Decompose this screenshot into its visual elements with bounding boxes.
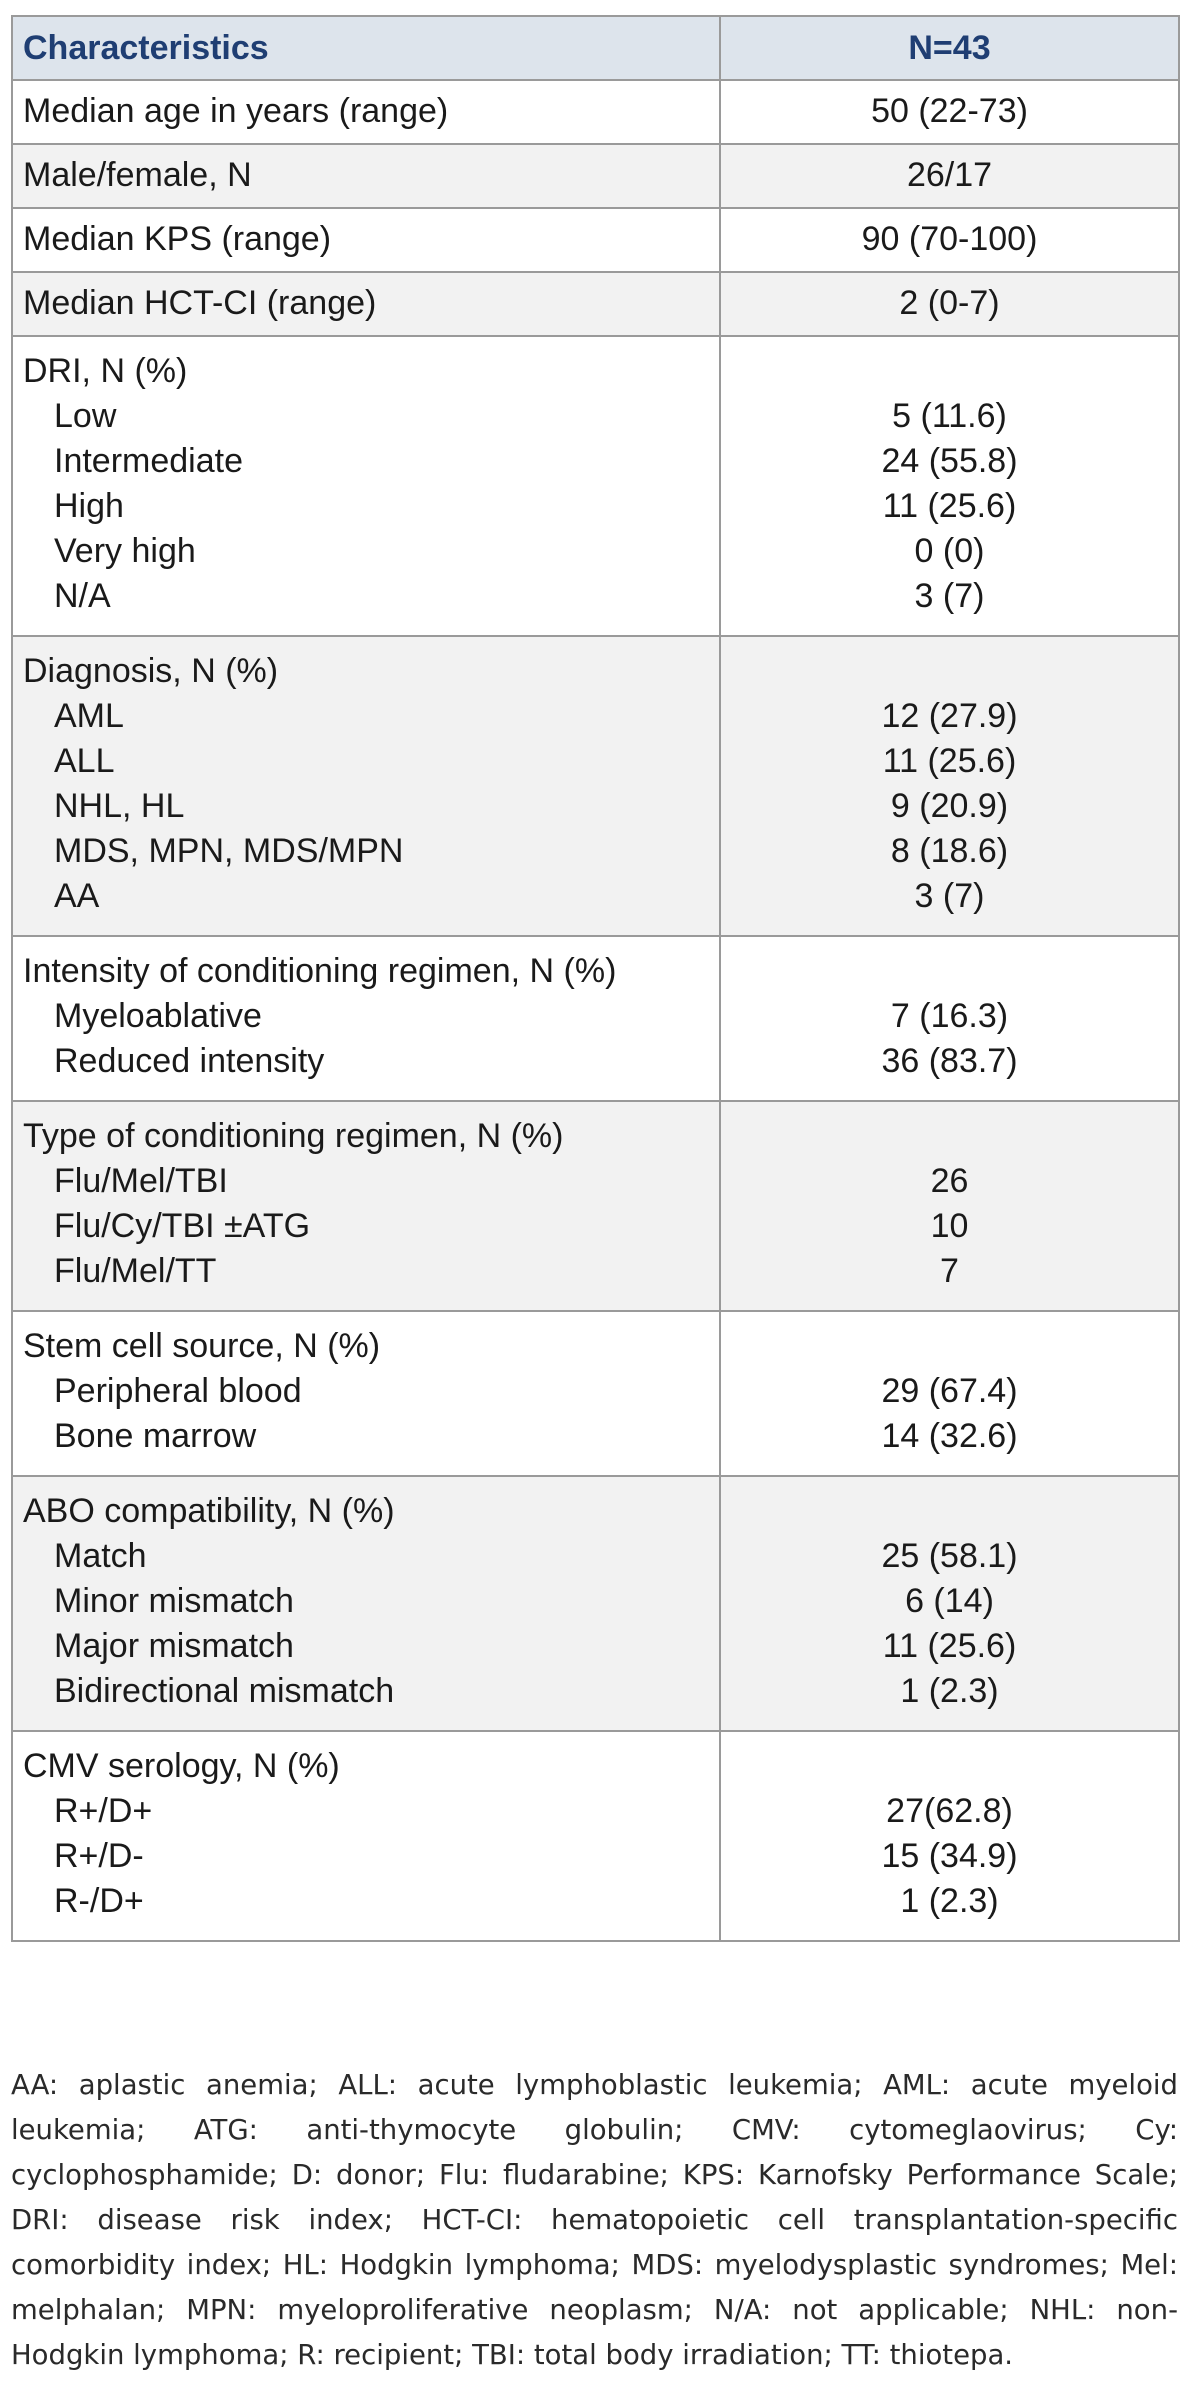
group-item-label: Match xyxy=(54,1537,147,1575)
group-item-label: Bidirectional mismatch xyxy=(54,1672,395,1710)
row-value: 2 (0-7) xyxy=(720,272,1179,336)
group-item-label: Low xyxy=(54,397,117,435)
group-item-value: 9 (20.9) xyxy=(890,787,1009,825)
header-n: N=43 xyxy=(720,16,1179,80)
group-item-value: 7 xyxy=(940,1252,959,1290)
row-label: Male/female, N xyxy=(12,144,720,208)
group-item-label: Reduced intensity xyxy=(54,1042,325,1080)
group-item-label: Major mismatch xyxy=(54,1627,294,1665)
group-item-label: R+/D- xyxy=(54,1837,144,1875)
group-labels xyxy=(12,936,720,1101)
group-item-value: 3 (7) xyxy=(914,877,985,915)
group-item-label: AML xyxy=(54,697,124,735)
row-value: 50 (22-73) xyxy=(720,80,1179,144)
table-group-row xyxy=(12,1101,1179,1311)
group-item-value: 36 (83.7) xyxy=(881,1042,1018,1080)
group-item-value: 5 (11.6) xyxy=(892,397,1007,435)
group-title: DRI, N (%) xyxy=(23,352,188,390)
group-item-value: 11 (25.6) xyxy=(882,1627,1017,1665)
group-values xyxy=(720,336,1179,636)
group-item-value: 26 xyxy=(930,1162,969,1200)
group-item-label: High xyxy=(54,487,124,525)
group-item-label: AA xyxy=(54,877,100,915)
table-group-row xyxy=(12,1311,1179,1476)
table-footnote: AA: aplastic anemia; ALL: acute lymphoblastic leukemia; AML: acute myeloid leukemia; ATG: anti-thymocyte globulin; CMV: cytomeglaovirus; Cy: cyclophosphamide; D: donor; Flu: fludarabine; KPS: Karnofsky Performance Scale; DRI: disease risk index; HCT-CI: hematopoietic cell transplantation-specific comorbidity index; HL: Hodgkin lymphoma; MDS: myelodysplastic syndromes; Mel: melphalan; MPN: myeloproliferative neoplasm; N/A: not applicable; NHL: non-Hodgkin lymphoma; R: recipient; TBI: total body irradiation; TT: thiotepa. xyxy=(11,2068,1178,2371)
group-item-label: R-/D+ xyxy=(54,1882,144,1920)
group-item-label: Intermediate xyxy=(54,442,243,480)
row-label: Median KPS (range) xyxy=(12,208,720,272)
group-item-label: MDS, MPN, MDS/MPN xyxy=(54,832,404,870)
group-item-value: 14 (32.6) xyxy=(881,1417,1018,1455)
group-title: Type of conditioning regimen, N (%) xyxy=(23,1117,564,1155)
group-item-value: 3 (7) xyxy=(914,577,985,615)
group-item-value: 12 (27.9) xyxy=(881,697,1018,735)
group-item-label: Minor mismatch xyxy=(54,1582,294,1620)
group-item-label: R+/D+ xyxy=(54,1792,153,1830)
group-title: ABO compatibility, N (%) xyxy=(23,1492,395,1530)
group-item-label: Flu/Mel/TT xyxy=(54,1252,217,1290)
group-item-value: 1 (2.3) xyxy=(900,1882,999,1920)
group-item-value: 11 (25.6) xyxy=(882,487,1017,525)
table-group-row xyxy=(12,1731,1179,1941)
group-item-label: Peripheral blood xyxy=(54,1372,302,1410)
group-item-label: Flu/Mel/TBI xyxy=(54,1162,228,1200)
group-title: Stem cell source, N (%) xyxy=(23,1327,381,1365)
row-value: 90 (70-100) xyxy=(720,208,1179,272)
group-labels xyxy=(12,1101,720,1311)
row-value: 26/17 xyxy=(720,144,1179,208)
table-group-row xyxy=(12,636,1179,936)
characteristics-table-container xyxy=(11,15,1178,1942)
group-item-value: 25 (58.1) xyxy=(881,1537,1018,1575)
group-values xyxy=(720,636,1179,936)
group-item-value: 11 (25.6) xyxy=(882,742,1017,780)
group-values xyxy=(720,936,1179,1101)
table-row xyxy=(12,144,1179,208)
group-item-value: 0 (0) xyxy=(914,532,985,570)
group-labels xyxy=(12,336,720,636)
group-item-label: Myeloablative xyxy=(54,997,262,1035)
group-title: Diagnosis, N (%) xyxy=(23,652,279,690)
table-row xyxy=(12,272,1179,336)
group-values xyxy=(720,1476,1179,1731)
row-label: Median age in years (range) xyxy=(12,80,720,144)
group-item-label: Flu/Cy/TBI ±ATG xyxy=(54,1207,311,1245)
group-item-value: 10 xyxy=(930,1207,969,1245)
table-group-row xyxy=(12,336,1179,636)
group-item-value: 6 (14) xyxy=(905,1582,994,1620)
group-item-value: 1 (2.3) xyxy=(900,1672,999,1710)
group-title: Intensity of conditioning regimen, N (%) xyxy=(23,952,617,990)
row-label: Median HCT-CI (range) xyxy=(12,272,720,336)
table-group-row xyxy=(12,1476,1179,1731)
group-values xyxy=(720,1311,1179,1476)
group-item-label: ALL xyxy=(54,742,115,780)
characteristics-table xyxy=(11,15,1180,1942)
group-item-label: Very high xyxy=(54,532,196,570)
group-item-value: 15 (34.9) xyxy=(881,1837,1018,1875)
group-item-value: 27(62.8) xyxy=(886,1792,1013,1830)
group-item-label: NHL, HL xyxy=(54,787,185,825)
group-labels xyxy=(12,1731,720,1941)
header-characteristics: Characteristics xyxy=(12,16,720,80)
group-item-label: Bone marrow xyxy=(54,1417,257,1455)
group-labels xyxy=(12,636,720,936)
group-labels xyxy=(12,1311,720,1476)
group-labels xyxy=(12,1476,720,1731)
group-item-value: 24 (55.8) xyxy=(881,442,1018,480)
group-values xyxy=(720,1731,1179,1941)
table-group-row xyxy=(12,936,1179,1101)
table-row xyxy=(12,208,1179,272)
group-item-label: N/A xyxy=(54,577,111,615)
group-values xyxy=(720,1101,1179,1311)
group-title: CMV serology, N (%) xyxy=(23,1747,340,1785)
table-row xyxy=(12,80,1179,144)
group-item-value: 8 (18.6) xyxy=(890,832,1009,870)
group-item-value: 29 (67.4) xyxy=(881,1372,1018,1410)
group-item-value: 7 (16.3) xyxy=(890,997,1009,1035)
table-header-row xyxy=(12,16,1179,80)
